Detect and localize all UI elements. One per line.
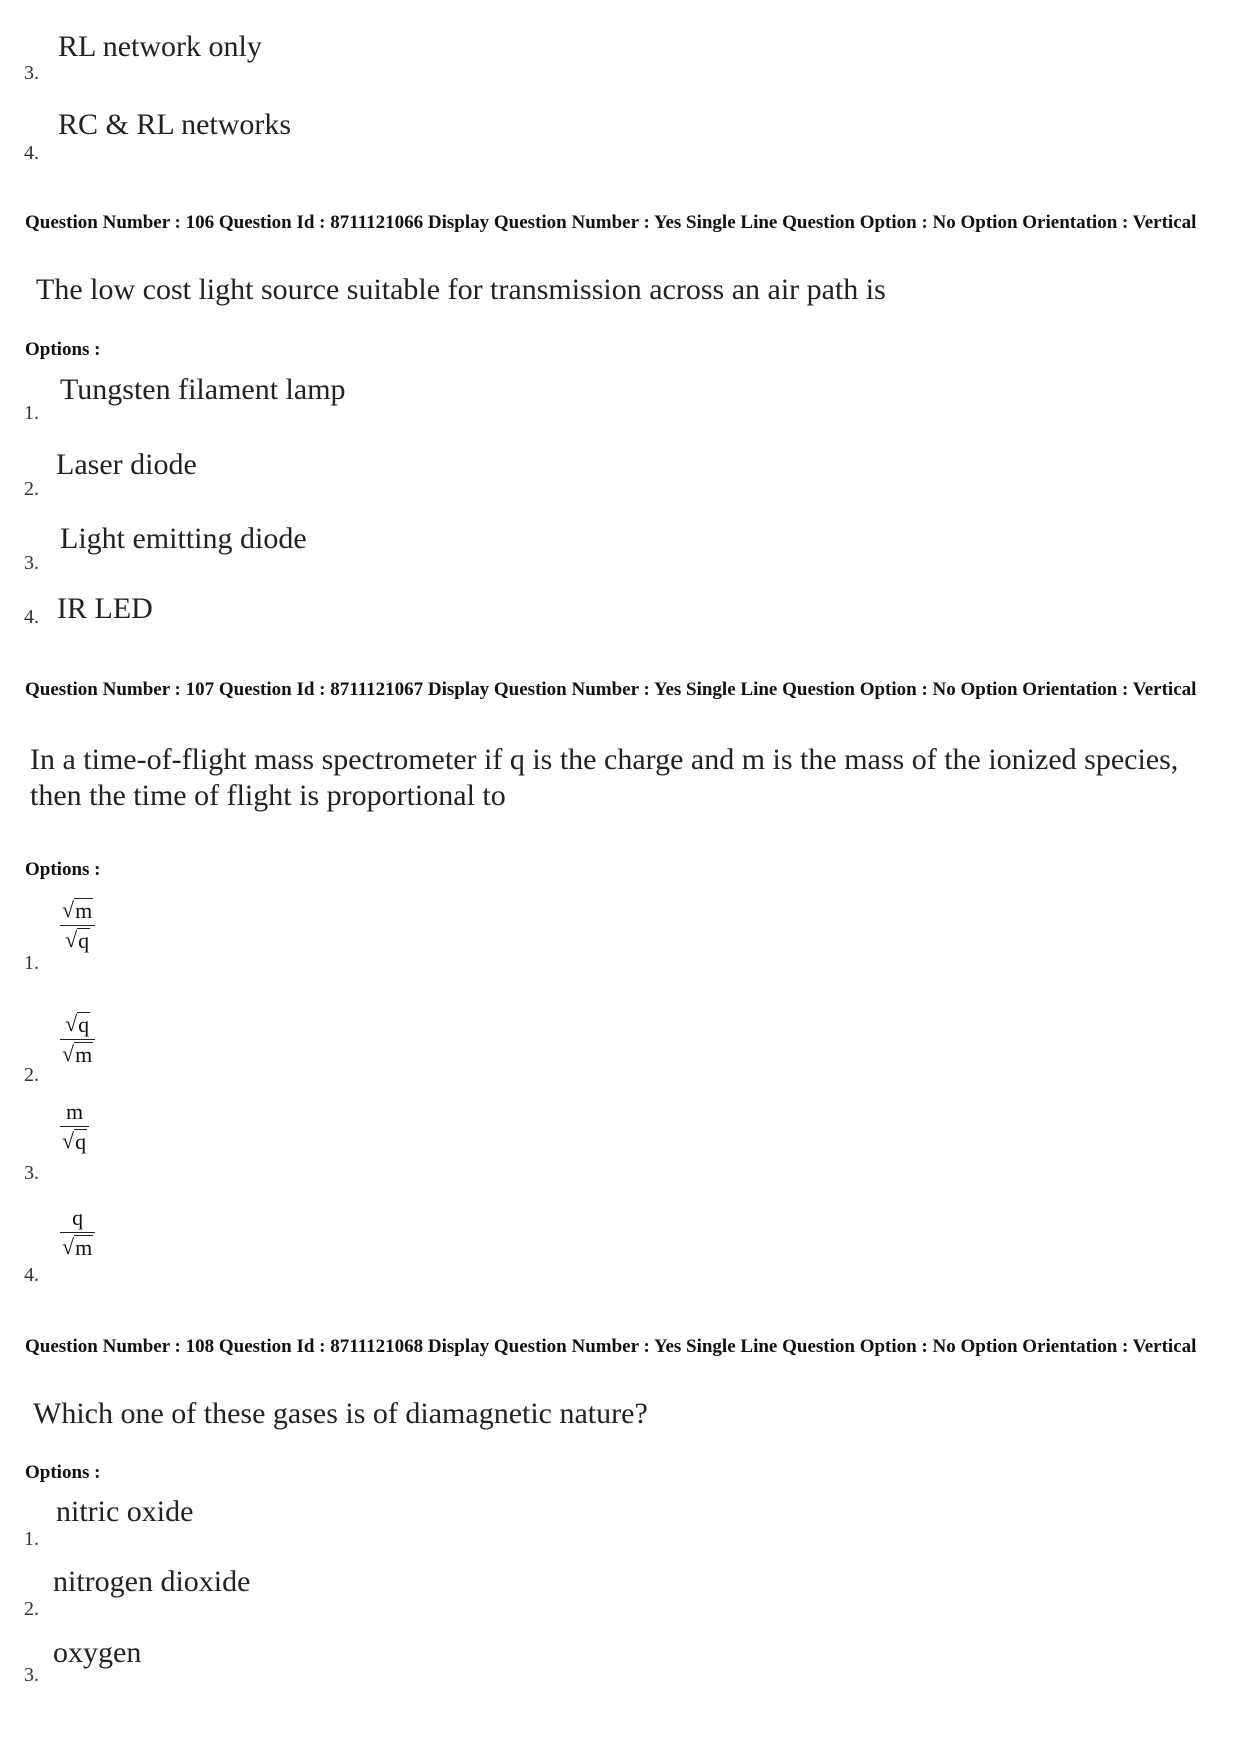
q107-option-4-number: 4. (24, 1264, 39, 1286)
q107-options-label: Options : (25, 859, 101, 880)
q106-question-text: The low cost light source suitable for transmission across an air path is (36, 273, 886, 306)
sqrt-symbol: √ q (65, 927, 90, 953)
q107-option-3-numerator: m (65, 1099, 84, 1124)
q107-meta: Question Number : 107 Question Id : 8711121067 Display Question Number : Yes Single Line Question Option : No Option Orientation : Vertical (25, 679, 1197, 700)
q106-option-3-number: 3. (24, 552, 39, 574)
q107-option-3-number: 3. (24, 1162, 39, 1184)
sqrt-symbol: √ q (62, 1128, 87, 1154)
q108-option-2-text: nitrogen dioxide (53, 1565, 251, 1598)
q107-option-2-denominator: m (75, 1042, 93, 1067)
q107-option-1-numerator: m (75, 898, 93, 923)
sqrt-symbol: √ m (62, 897, 93, 923)
q106-option-1-number: 1. (24, 402, 39, 424)
q106-option-4-number: 4. (24, 606, 39, 628)
q108-options-label: Options : (25, 1462, 101, 1483)
q107-option-4-fraction (60, 1206, 95, 1260)
q107-option-1-denominator: q (78, 928, 90, 953)
q108-option-1-text: nitric oxide (56, 1495, 194, 1528)
q107-option-2-numerator: q (78, 1012, 90, 1037)
q107-option-3-denominator: q (75, 1129, 87, 1154)
q107-option-1-number: 1. (24, 952, 39, 974)
q107-option-1-fraction (60, 898, 95, 953)
q108-option-1-number: 1. (24, 1528, 39, 1550)
q106-option-2-text: Laser diode (56, 448, 197, 481)
sqrt-symbol: √ m (62, 1234, 93, 1260)
q106-option-3-text: Light emitting diode (60, 522, 307, 555)
prev-option-4-text: RC & RL networks (58, 108, 292, 141)
sqrt-symbol: √ m (62, 1041, 93, 1067)
q107-option-2-number: 2. (24, 1064, 39, 1086)
q108-option-3-text: oxygen (53, 1636, 142, 1669)
q107-question-text: In a time-of-flight mass spectrometer if q is the charge and m is the mass of the ionized species, then the time of flight is proportional to (30, 743, 1179, 812)
q107-option-2-fraction (60, 1012, 95, 1067)
q107-option-4-denominator: m (75, 1235, 93, 1260)
q106-option-2-number: 2. (24, 478, 39, 500)
prev-option-3-number: 3. (24, 62, 39, 84)
sqrt-symbol: √ q (65, 1011, 90, 1037)
q106-meta: Question Number : 106 Question Id : 8711121066 Display Question Number : Yes Single Line Question Option : No Option Orientation : Vertical (25, 212, 1197, 233)
q108-option-3-number: 3. (24, 1664, 39, 1686)
q107-option-4-numerator: q (72, 1205, 84, 1230)
prev-option-3-text: RL network only (58, 30, 262, 63)
q106-option-1-text: Tungsten filament lamp (60, 373, 346, 406)
prev-option-4-number: 4. (24, 142, 39, 164)
q108-question-text: Which one of these gases is of diamagnetic nature? (33, 1397, 648, 1430)
q108-option-2-number: 2. (24, 1598, 39, 1620)
q106-options-label: Options : (25, 339, 101, 360)
q108-meta: Question Number : 108 Question Id : 8711121068 Display Question Number : Yes Single Line Question Option : No Option Orientation : Vertical (25, 1336, 1197, 1357)
q106-option-4-text: IR LED (57, 592, 153, 625)
q107-option-3-fraction (60, 1100, 89, 1154)
